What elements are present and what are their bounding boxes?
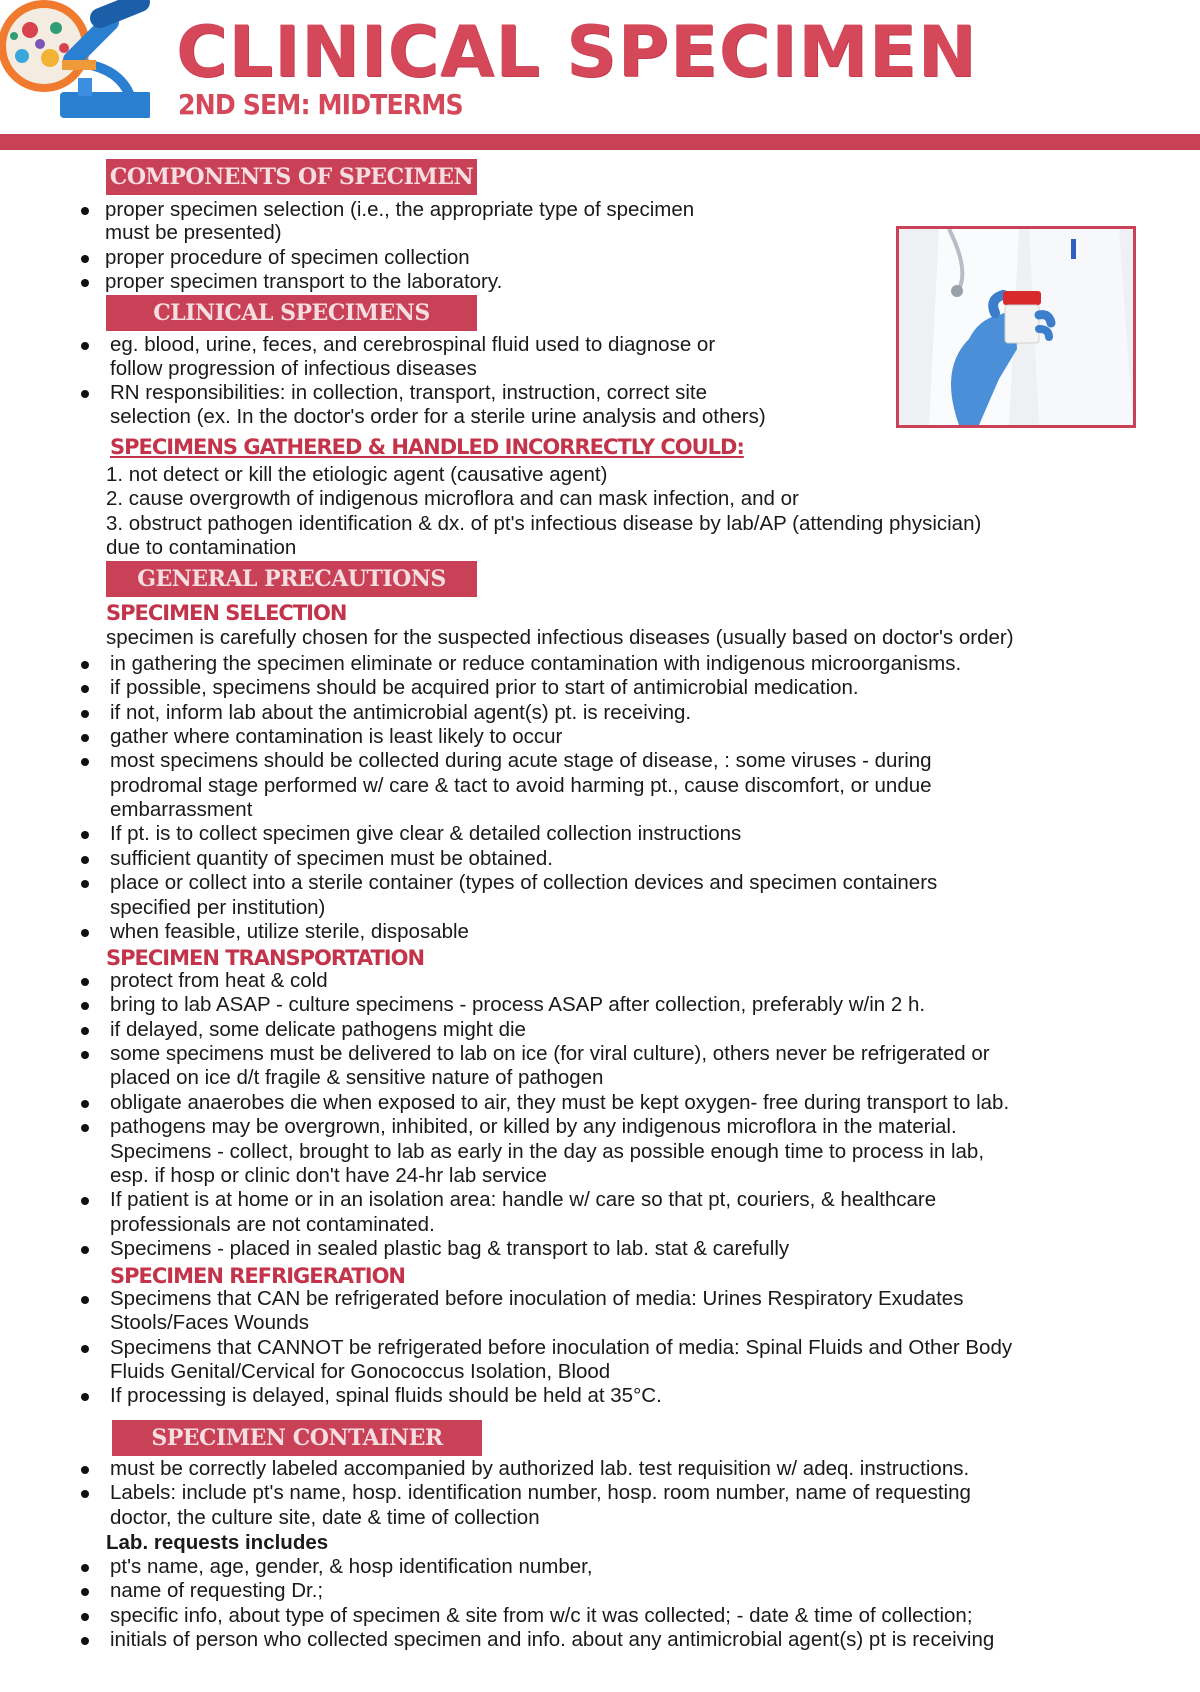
specimen-container-photo (896, 226, 1136, 428)
list-item: selection (ex. In the doctor's order for a sterile urine analysis and others) (110, 405, 766, 428)
bullet (81, 1613, 89, 1621)
list-item: prodromal stage performed w/ care & tact to avoid harming pt., cause discomfort, or undue (110, 774, 932, 797)
list-item: If pt. is to collect specimen give clear & detailed collection instructions (110, 822, 742, 845)
lab-requests-heading: Lab. requests includes (106, 1531, 329, 1554)
list-item: eg. blood, urine, feces, and cerebrospinal fluid used to diagnose or (110, 333, 716, 356)
bullet (81, 342, 89, 350)
list-item: must be correctly labeled accompanied by authorized lab. test requisition w/ adeq. instructions. (110, 1457, 970, 1480)
numbered-item: due to contamination (106, 536, 297, 559)
list-item: place or collect into a sterile container (types of collection devices and specimen containers (110, 871, 938, 894)
list-item: doctor, the culture site, date & time of collection (110, 1506, 540, 1529)
subheading-transportation: SPECIMEN TRANSPORTATION (106, 946, 425, 970)
list-item: gather where contamination is least likely to occur (110, 725, 563, 748)
list-item: most specimens should be collected during acute stage of disease, : some viruses - during (110, 749, 932, 772)
numbered-item: 1. not detect or kill the etiologic agent (causative agent) (106, 463, 608, 486)
page-title: CLINICAL SPECIMEN (176, 11, 978, 93)
list-item: specific info, about type of specimen & site from w/c it was collected; - date & time of collection; (110, 1604, 973, 1627)
header-divider (0, 134, 1200, 150)
section-heading-clinical: CLINICAL SPECIMENS (106, 295, 477, 331)
bullet (81, 929, 89, 937)
list-item: some specimens must be delivered to lab on ice (for viral culture), others never be refrigerated or (110, 1042, 990, 1065)
list-item: Specimens - placed in sealed plastic bag & transport to lab. stat & carefully (110, 1237, 790, 1260)
list-item: sufficient quantity of specimen must be obtained. (110, 847, 553, 870)
list-item: must be presented) (105, 221, 282, 244)
bullet (81, 1124, 89, 1132)
bullet (81, 856, 89, 864)
bullet (81, 1296, 89, 1304)
bullet (81, 1393, 89, 1401)
bullet (81, 390, 89, 398)
numbered-item: 3. obstruct pathogen identification & dx. of pt's infectious disease by lab/AP (attending physician) (106, 512, 982, 535)
bullet (81, 661, 89, 669)
section-heading-components: COMPONENTS OF SPECIMEN (106, 159, 477, 195)
bullet (81, 880, 89, 888)
bullet (81, 978, 89, 986)
list-item: Specimens that CANNOT be refrigerated before inoculation of media: Spinal Fluids and Other Body (110, 1336, 1013, 1359)
subheading-selection: SPECIMEN SELECTION (106, 601, 347, 625)
list-item: when feasible, utilize sterile, disposable (110, 920, 469, 943)
list-item: protect from heat & cold (110, 969, 328, 992)
list-item: embarrassment (110, 798, 253, 821)
list-item: RN responsibilities: in collection, transport, instruction, correct site (110, 381, 708, 404)
bullet (81, 1637, 89, 1645)
list-item: if possible, specimens should be acquired prior to start of antimicrobial medication. (110, 676, 859, 699)
bullet (81, 1197, 89, 1205)
subheading-refrigeration: SPECIMEN REFRIGERATION (110, 1264, 405, 1288)
microscope-logo-icon (0, 0, 150, 134)
page-subtitle: 2ND SEM: MIDTERMS (178, 88, 463, 121)
list-item: name of requesting Dr.; (110, 1579, 324, 1602)
numbered-item: 2. cause overgrowth of indigenous microflora and can mask infection, and or (106, 487, 799, 510)
bullet (81, 1100, 89, 1108)
bullet (81, 831, 89, 839)
bullet (81, 255, 89, 263)
section-heading-container: SPECIMEN CONTAINER (112, 1420, 482, 1456)
list-item: Stools/Faces Wounds (110, 1311, 310, 1334)
list-item: placed on ice d/t fragile & sensitive nature of pathogen (110, 1066, 604, 1089)
list-item: Fluids Genital/Cervical for Gonococcus Isolation, Blood (110, 1360, 611, 1383)
list-item: If patient is at home or in an isolation area: handle w/ care so that pt, couriers, & healthcare (110, 1188, 937, 1211)
list-item: specified per institution) (110, 896, 326, 919)
list-item: pathogens may be overgrown, inhibited, or killed by any indigenous microflora in the material. (110, 1115, 957, 1138)
bullet (81, 1027, 89, 1035)
list-item: If processing is delayed, spinal fluids should be held at 35°C. (110, 1384, 662, 1407)
list-item: bring to lab ASAP - culture specimens - process ASAP after collection, preferably w/in 2 h. (110, 993, 926, 1016)
bullet (81, 758, 89, 766)
bullet (81, 1002, 89, 1010)
list-item: professionals are not contaminated. (110, 1213, 435, 1236)
list-item: in gathering the specimen eliminate or reduce contamination with indigenous microorganisms. (110, 652, 962, 675)
list-item: Specimens - collect, brought to lab as early in the day as possible enough time to process in lab, (110, 1140, 985, 1163)
list-item: pt's name, age, gender, & hosp identification number, (110, 1555, 593, 1578)
bullet (81, 279, 89, 287)
list-item: proper specimen transport to the laboratory. (105, 270, 503, 293)
list-item: esp. if hosp or clinic don't have 24-hr lab service (110, 1164, 547, 1187)
list-item: proper specimen selection (i.e., the appropriate type of specimen (105, 198, 695, 221)
list-item: follow progression of infectious diseases (110, 357, 477, 380)
bullet (81, 1564, 89, 1572)
list-item: if not, inform lab about the antimicrobial agent(s) pt. is receiving. (110, 701, 692, 724)
bullet (81, 1246, 89, 1254)
bullet (81, 710, 89, 718)
list-item: proper procedure of specimen collection (105, 246, 470, 269)
intro-text: specimen is carefully chosen for the suspected infectious diseases (usually based on doctor's order) (106, 626, 1014, 649)
list-item: Specimens that CAN be refrigerated before inoculation of media: Urines Respiratory Exudates (110, 1287, 964, 1310)
list-item: Labels: include pt's name, hosp. identification number, hosp. room number, name of requesting (110, 1481, 971, 1504)
bullet (81, 1490, 89, 1498)
list-item: if delayed, some delicate pathogens might die (110, 1018, 526, 1041)
subheading-incorrect-handling: SPECIMENS GATHERED & HANDLED INCORRECTLY COULD: (110, 435, 744, 459)
bullet (81, 1051, 89, 1059)
section-heading-general: GENERAL PRECAUTIONS (106, 561, 477, 597)
bullet (81, 734, 89, 742)
list-item: obligate anaerobes die when exposed to air, they must be kept oxygen- free during transport to lab. (110, 1091, 1010, 1114)
bullet (81, 1345, 89, 1353)
bullet (81, 685, 89, 693)
bullet (81, 1466, 89, 1474)
bullet (81, 1588, 89, 1596)
bullet (81, 207, 89, 215)
list-item: initials of person who collected specimen and info. about any antimicrobial agent(s) pt is receiving (110, 1628, 995, 1651)
